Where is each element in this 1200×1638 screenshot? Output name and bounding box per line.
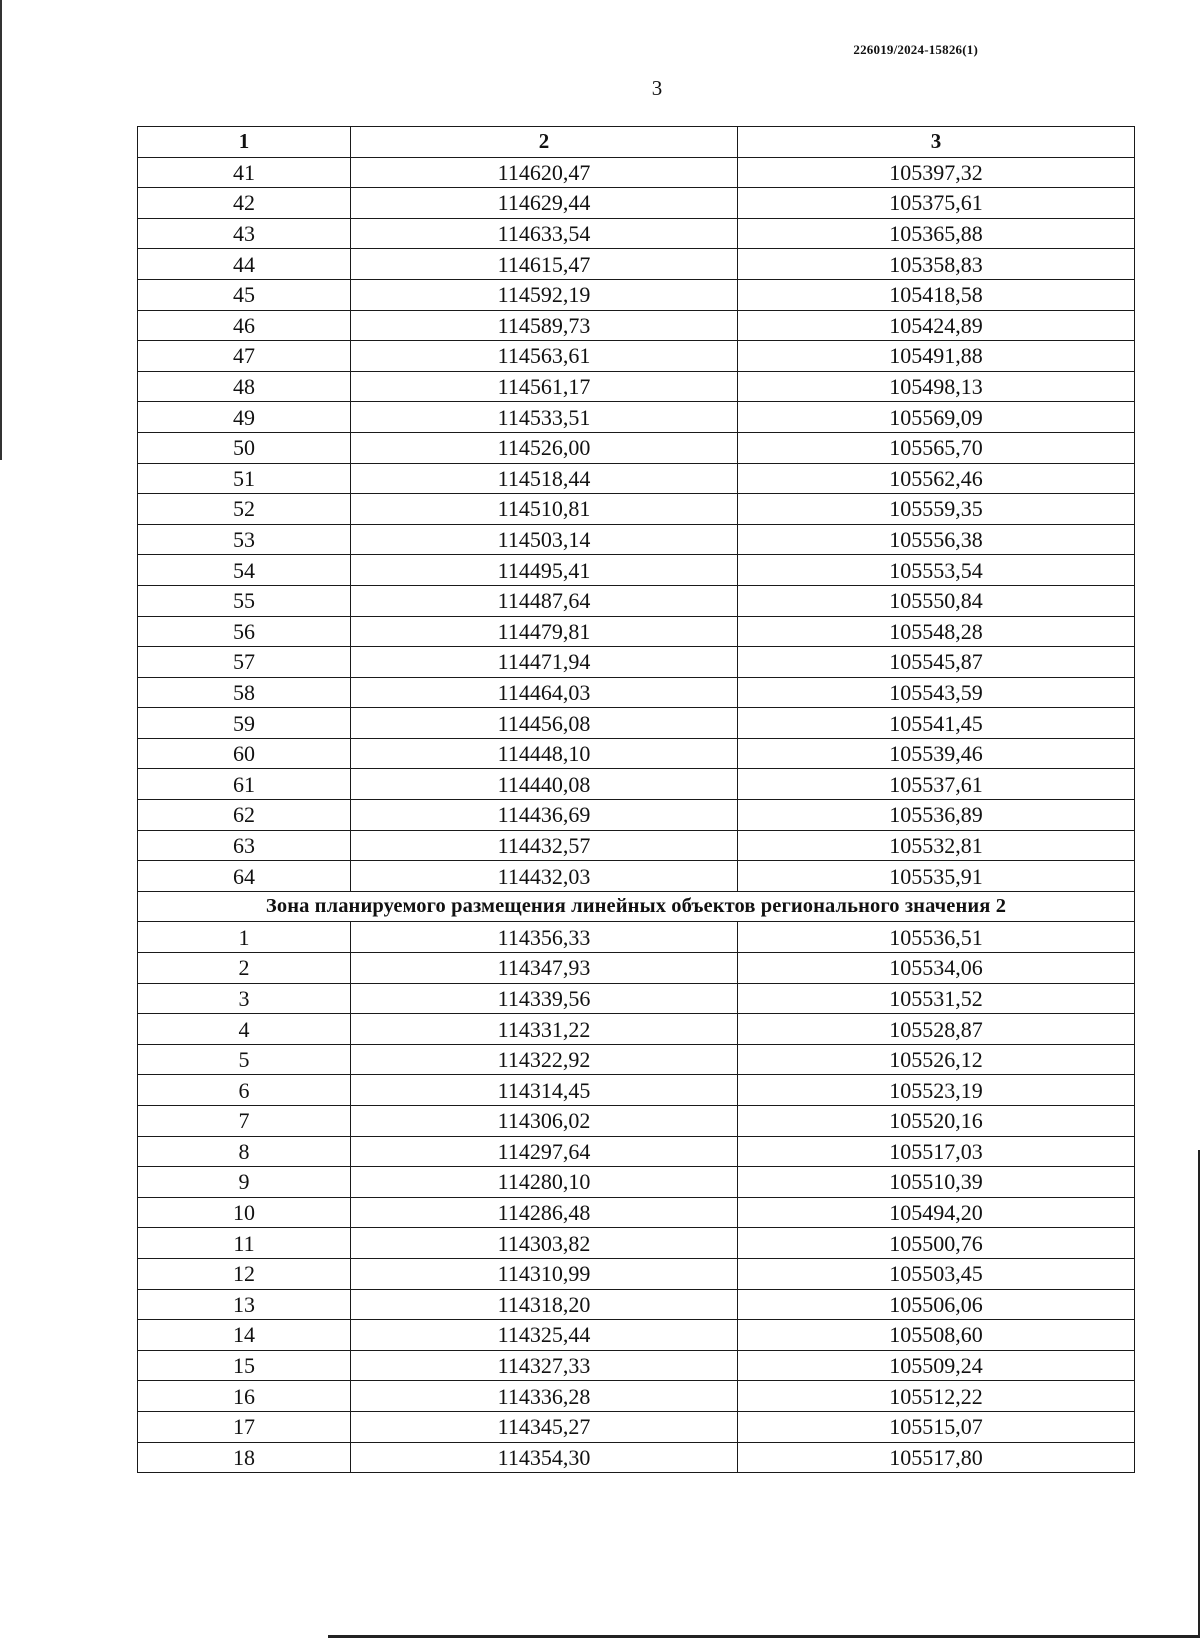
table-row — [138, 861, 1135, 892]
table-row — [138, 769, 1135, 800]
x-coordinate-cell: 114448,10 — [351, 738, 738, 769]
point-number-cell: 61 — [138, 769, 351, 800]
x-coordinate-cell: 114561,17 — [351, 371, 738, 402]
table-row — [138, 402, 1135, 433]
table-row — [138, 922, 1135, 953]
column-header-x: 2 — [351, 127, 738, 158]
column-header-y: 3 — [738, 127, 1135, 158]
table-row — [138, 1442, 1135, 1473]
y-coordinate-cell: 105517,03 — [738, 1136, 1135, 1167]
x-coordinate-cell: 114620,47 — [351, 157, 738, 188]
y-coordinate-cell: 105515,07 — [738, 1411, 1135, 1442]
table-row — [138, 157, 1135, 188]
y-coordinate-cell: 105536,51 — [738, 922, 1135, 953]
y-coordinate-cell: 105397,32 — [738, 157, 1135, 188]
x-coordinate-cell: 114347,93 — [351, 953, 738, 984]
point-number-cell: 53 — [138, 524, 351, 555]
y-coordinate-cell: 105500,76 — [738, 1228, 1135, 1259]
table-row — [138, 1411, 1135, 1442]
y-coordinate-cell: 105491,88 — [738, 341, 1135, 372]
zone1-rows — [138, 157, 1135, 891]
x-coordinate-cell: 114510,81 — [351, 494, 738, 525]
x-coordinate-cell: 114322,92 — [351, 1044, 738, 1075]
point-number-cell: 48 — [138, 371, 351, 402]
x-coordinate-cell: 114325,44 — [351, 1320, 738, 1351]
point-number-cell: 8 — [138, 1136, 351, 1167]
point-number-cell: 47 — [138, 341, 351, 372]
table-row — [138, 585, 1135, 616]
y-coordinate-cell: 105541,45 — [738, 708, 1135, 739]
y-coordinate-cell: 105510,39 — [738, 1167, 1135, 1198]
point-number-cell: 59 — [138, 708, 351, 739]
point-number-cell: 45 — [138, 279, 351, 310]
point-number-cell: 14 — [138, 1320, 351, 1351]
point-number-cell: 64 — [138, 861, 351, 892]
y-coordinate-cell: 105550,84 — [738, 585, 1135, 616]
x-coordinate-cell: 114327,33 — [351, 1350, 738, 1381]
x-coordinate-cell: 114345,27 — [351, 1411, 738, 1442]
y-coordinate-cell: 105508,60 — [738, 1320, 1135, 1351]
y-coordinate-cell: 105545,87 — [738, 647, 1135, 678]
point-number-cell: 56 — [138, 616, 351, 647]
point-number-cell: 10 — [138, 1197, 351, 1228]
table-row — [138, 494, 1135, 525]
table-row — [138, 218, 1135, 249]
x-coordinate-cell: 114354,30 — [351, 1442, 738, 1473]
table-row — [138, 555, 1135, 586]
x-coordinate-cell: 114479,81 — [351, 616, 738, 647]
table-row — [138, 1106, 1135, 1137]
y-coordinate-cell: 105556,38 — [738, 524, 1135, 555]
table-row — [138, 800, 1135, 831]
x-coordinate-cell: 114633,54 — [351, 218, 738, 249]
table-row — [138, 1350, 1135, 1381]
x-coordinate-cell: 114615,47 — [351, 249, 738, 280]
y-coordinate-cell: 105539,46 — [738, 738, 1135, 769]
y-coordinate-cell: 105503,45 — [738, 1258, 1135, 1289]
table-row — [138, 738, 1135, 769]
y-coordinate-cell: 105509,24 — [738, 1350, 1135, 1381]
y-coordinate-cell: 105543,59 — [738, 677, 1135, 708]
point-number-cell: 6 — [138, 1075, 351, 1106]
y-coordinate-cell: 105528,87 — [738, 1014, 1135, 1045]
y-coordinate-cell: 105536,89 — [738, 800, 1135, 831]
x-coordinate-cell: 114432,57 — [351, 830, 738, 861]
y-coordinate-cell: 105375,61 — [738, 188, 1135, 219]
point-number-cell: 11 — [138, 1228, 351, 1259]
y-coordinate-cell: 105365,88 — [738, 218, 1135, 249]
y-coordinate-cell: 105523,19 — [738, 1075, 1135, 1106]
x-coordinate-cell: 114592,19 — [351, 279, 738, 310]
document-number: 226019/2024-15826(1) — [853, 42, 978, 57]
point-number-cell: 3 — [138, 983, 351, 1014]
y-coordinate-cell: 105565,70 — [738, 432, 1135, 463]
point-number-cell: 51 — [138, 463, 351, 494]
x-coordinate-cell: 114487,64 — [351, 585, 738, 616]
point-number-cell: 57 — [138, 647, 351, 678]
table-row — [138, 1320, 1135, 1351]
point-number-cell: 46 — [138, 310, 351, 341]
y-coordinate-cell: 105537,61 — [738, 769, 1135, 800]
table-row — [138, 708, 1135, 739]
table-row — [138, 647, 1135, 678]
y-coordinate-cell: 105418,58 — [738, 279, 1135, 310]
x-coordinate-cell: 114286,48 — [351, 1197, 738, 1228]
page-number: 3 — [651, 76, 663, 100]
point-number-cell: 41 — [138, 157, 351, 188]
x-coordinate-cell: 114297,64 — [351, 1136, 738, 1167]
point-number-cell: 2 — [138, 953, 351, 984]
y-coordinate-cell: 105358,83 — [738, 249, 1135, 280]
table-row — [138, 677, 1135, 708]
table-row — [138, 279, 1135, 310]
x-coordinate-cell: 114339,56 — [351, 983, 738, 1014]
point-number-cell: 62 — [138, 800, 351, 831]
point-number-cell: 16 — [138, 1381, 351, 1412]
table-row — [138, 830, 1135, 861]
x-coordinate-cell: 114464,03 — [351, 677, 738, 708]
y-coordinate-cell: 105424,89 — [738, 310, 1135, 341]
x-coordinate-cell: 114526,00 — [351, 432, 738, 463]
point-number-cell: 4 — [138, 1014, 351, 1045]
y-coordinate-cell: 105534,06 — [738, 953, 1135, 984]
x-coordinate-cell: 114314,45 — [351, 1075, 738, 1106]
y-coordinate-cell: 105569,09 — [738, 402, 1135, 433]
x-coordinate-cell: 114533,51 — [351, 402, 738, 433]
point-number-cell: 63 — [138, 830, 351, 861]
point-number-cell: 55 — [138, 585, 351, 616]
y-coordinate-cell: 105526,12 — [738, 1044, 1135, 1075]
point-number-cell: 1 — [138, 922, 351, 953]
table-row — [138, 1044, 1135, 1075]
table-row — [138, 1289, 1135, 1320]
column-header-number: 1 — [138, 127, 351, 158]
y-coordinate-cell: 105494,20 — [738, 1197, 1135, 1228]
table-row — [138, 310, 1135, 341]
x-coordinate-cell: 114589,73 — [351, 310, 738, 341]
y-coordinate-cell: 105548,28 — [738, 616, 1135, 647]
x-coordinate-cell: 114303,82 — [351, 1228, 738, 1259]
x-coordinate-cell: 114310,99 — [351, 1258, 738, 1289]
point-number-cell: 42 — [138, 188, 351, 219]
point-number-cell: 13 — [138, 1289, 351, 1320]
x-coordinate-cell: 114440,08 — [351, 769, 738, 800]
x-coordinate-cell: 114563,61 — [351, 341, 738, 372]
point-number-cell: 50 — [138, 432, 351, 463]
y-coordinate-cell: 105531,52 — [738, 983, 1135, 1014]
point-number-cell: 15 — [138, 1350, 351, 1381]
point-number-cell: 54 — [138, 555, 351, 586]
x-coordinate-cell: 114471,94 — [351, 647, 738, 678]
x-coordinate-cell: 114331,22 — [351, 1014, 738, 1045]
y-coordinate-cell: 105520,16 — [738, 1106, 1135, 1137]
y-coordinate-cell: 105498,13 — [738, 371, 1135, 402]
y-coordinate-cell: 105553,54 — [738, 555, 1135, 586]
point-number-cell: 44 — [138, 249, 351, 280]
table-header-row — [138, 127, 1135, 158]
x-coordinate-cell: 114436,69 — [351, 800, 738, 831]
table-row — [138, 463, 1135, 494]
table-row — [138, 1258, 1135, 1289]
table-row — [138, 1381, 1135, 1412]
table-row — [138, 249, 1135, 280]
y-coordinate-cell: 105535,91 — [738, 861, 1135, 892]
y-coordinate-cell: 105532,81 — [738, 830, 1135, 861]
table-row — [138, 983, 1135, 1014]
point-number-cell: 5 — [138, 1044, 351, 1075]
x-coordinate-cell: 114336,28 — [351, 1381, 738, 1412]
table-row — [138, 1197, 1135, 1228]
x-coordinate-cell: 114432,03 — [351, 861, 738, 892]
x-coordinate-cell: 114318,20 — [351, 1289, 738, 1320]
table-row — [138, 1136, 1135, 1167]
table-row — [138, 953, 1135, 984]
x-coordinate-cell: 114495,41 — [351, 555, 738, 586]
point-number-cell: 7 — [138, 1106, 351, 1137]
point-number-cell: 17 — [138, 1411, 351, 1442]
y-coordinate-cell: 105559,35 — [738, 494, 1135, 525]
y-coordinate-cell: 105506,06 — [738, 1289, 1135, 1320]
point-number-cell: 18 — [138, 1442, 351, 1473]
x-coordinate-cell: 114503,14 — [351, 524, 738, 555]
x-coordinate-cell: 114629,44 — [351, 188, 738, 219]
table-row — [138, 524, 1135, 555]
x-coordinate-cell: 114456,08 — [351, 708, 738, 739]
point-number-cell: 49 — [138, 402, 351, 433]
point-number-cell: 58 — [138, 677, 351, 708]
table-row — [138, 1228, 1135, 1259]
point-number-cell: 52 — [138, 494, 351, 525]
table-row — [138, 371, 1135, 402]
point-number-cell: 43 — [138, 218, 351, 249]
y-coordinate-cell: 105512,22 — [738, 1381, 1135, 1412]
y-coordinate-cell: 105517,80 — [738, 1442, 1135, 1473]
scan-left-edge — [0, 0, 2, 460]
point-number-cell: 9 — [138, 1167, 351, 1198]
table-row — [138, 188, 1135, 219]
x-coordinate-cell: 114356,33 — [351, 922, 738, 953]
coordinates-table — [137, 126, 1135, 1473]
zone2-section-row — [138, 891, 1135, 922]
x-coordinate-cell: 114518,44 — [351, 463, 738, 494]
table-row — [138, 432, 1135, 463]
table-row — [138, 616, 1135, 647]
zone2-title: Зона планируемого размещения линейных объектов регионального значения 2 — [138, 891, 1135, 922]
table-row — [138, 341, 1135, 372]
y-coordinate-cell: 105562,46 — [738, 463, 1135, 494]
point-number-cell: 60 — [138, 738, 351, 769]
zone2-rows — [138, 922, 1135, 1473]
table-row — [138, 1075, 1135, 1106]
x-coordinate-cell: 114280,10 — [351, 1167, 738, 1198]
table-row — [138, 1167, 1135, 1198]
point-number-cell: 12 — [138, 1258, 351, 1289]
table-row — [138, 1014, 1135, 1045]
x-coordinate-cell: 114306,02 — [351, 1106, 738, 1137]
